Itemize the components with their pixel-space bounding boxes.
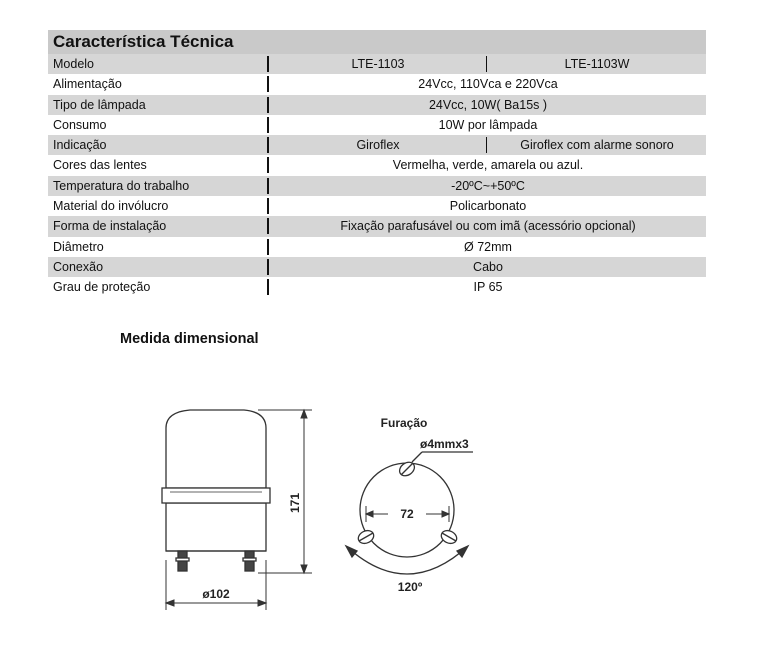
row-value: 10W por lâmpada — [438, 117, 538, 132]
row-label: Tipo de lâmpada — [53, 97, 146, 112]
section-heading: Medida dimensional — [120, 331, 259, 347]
beacon-side-view — [162, 410, 270, 571]
row-value: IP 65 — [473, 280, 503, 295]
width-label: ø102 — [202, 587, 230, 601]
row-label: Cores das lentes — [53, 158, 147, 173]
row-value: Vermelha, verde, amarela ou azul. — [392, 158, 584, 173]
row-label: Conexão — [53, 259, 104, 274]
row-value: Policarbonato — [449, 199, 527, 214]
row-value: 24Vcc, 110Vca e 220Vca — [418, 77, 558, 92]
row-label: Indicação — [53, 138, 107, 153]
distance-label: 72 — [400, 507, 414, 521]
model-col1: LTE-1103 — [351, 57, 405, 71]
hole-pattern — [356, 452, 473, 557]
row-label: Consumo — [53, 117, 107, 132]
row-label: Forma de instalação — [53, 219, 167, 234]
row-value-col1: Giroflex — [356, 138, 400, 153]
row-value: Ø 72mm — [464, 239, 512, 254]
row-label: Temperatura do trabalho — [53, 178, 190, 193]
spec-title: Característica Técnica — [48, 30, 706, 54]
hole-label: ø4mmx3 — [420, 437, 469, 451]
row-label: Modelo — [53, 57, 94, 71]
row-label: Material do invólucro — [53, 199, 169, 214]
height-label: 171 — [288, 492, 302, 514]
angle-label: 120º — [397, 580, 423, 594]
row-label: Diâmetro — [53, 239, 104, 254]
furacao-label: Furação — [380, 416, 428, 430]
row-value: Cabo — [473, 259, 503, 274]
row-value: Fixação parafusável ou com imã (acessório opcional) — [340, 219, 636, 234]
model-col2: LTE-1103W — [564, 57, 630, 71]
row-value: -20ºC~+50ºC — [451, 178, 525, 193]
row-label: Alimentação — [53, 77, 122, 92]
row-value-col2: Giroflex com alarme sonoro — [520, 138, 674, 153]
row-label: Grau de proteção — [53, 280, 151, 295]
row-value: 24Vcc, 10W( Ba15s ) — [428, 97, 548, 112]
